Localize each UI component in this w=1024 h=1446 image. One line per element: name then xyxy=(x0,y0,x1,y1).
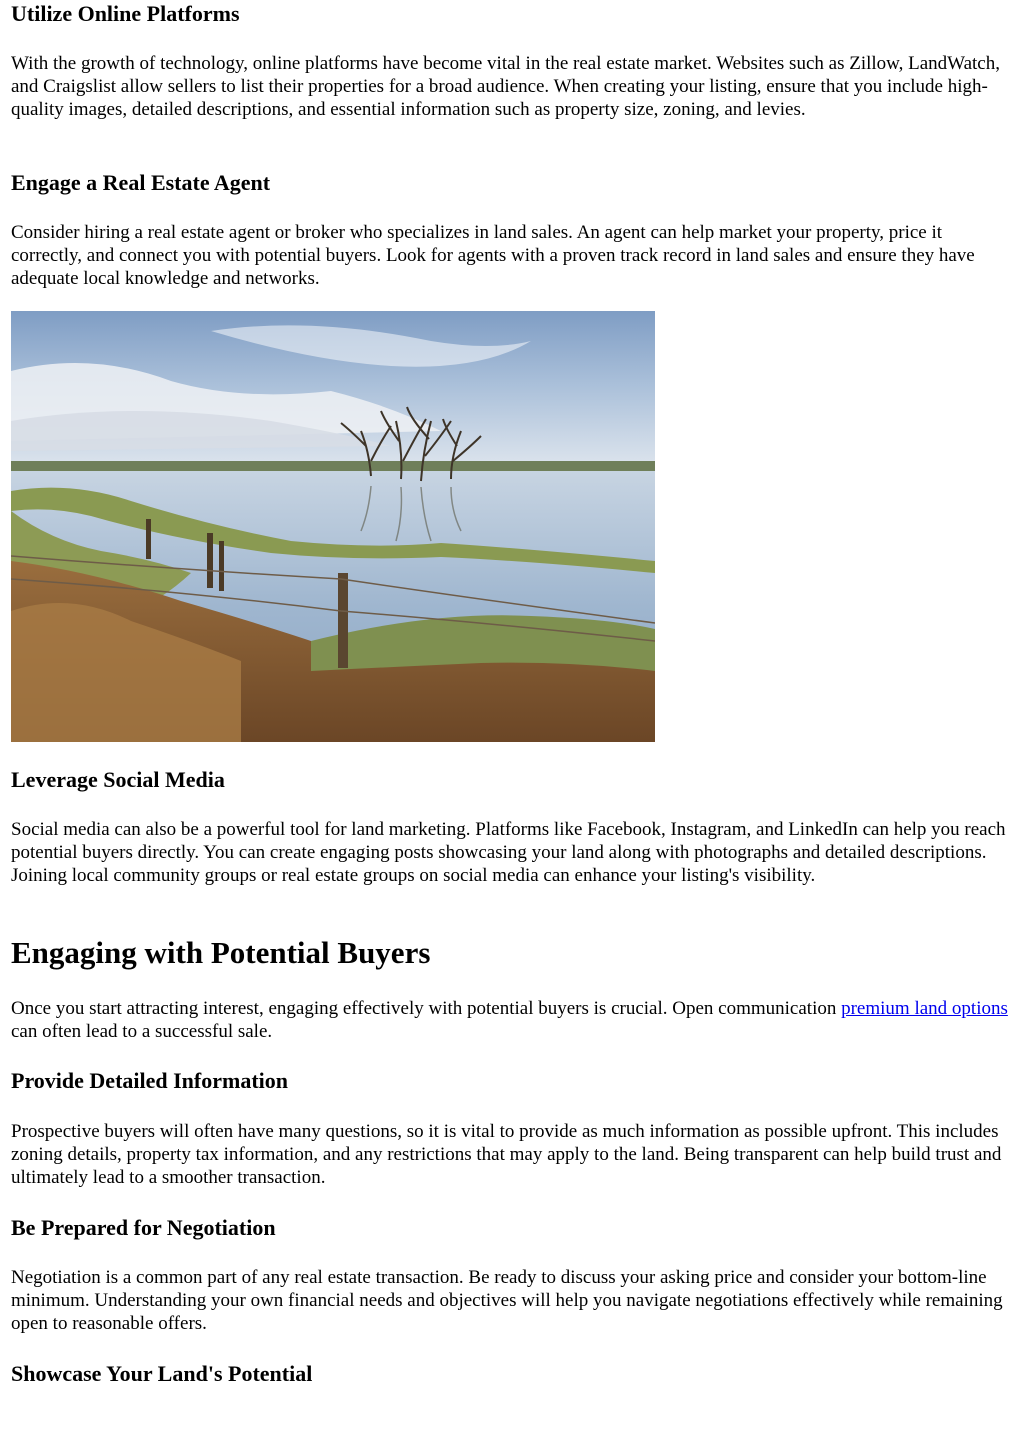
premium-land-options-link[interactable]: premium land options xyxy=(841,998,1008,1019)
paragraph-engaging-buyers xyxy=(11,997,1013,1043)
heading-showcase-potential: Showcase Your Land's Potential xyxy=(11,1361,313,1386)
engaging-text-before: Once you start attracting interest, engaging effectively with potential buyers is crucial. Open communication xyxy=(11,998,842,1019)
heading-negotiation: Be Prepared for Negotiation xyxy=(11,1215,276,1240)
heading-engaging-buyers: Engaging with Potential Buyers xyxy=(11,935,431,970)
heading-leverage-social-media: Leverage Social Media xyxy=(11,767,225,792)
engaging-text-after: can often lead to a successful sale. xyxy=(11,1021,273,1043)
heading-engage-agent: Engage a Real Estate Agent xyxy=(11,170,271,195)
heading-provide-detailed-information: Provide Detailed Information xyxy=(11,1068,289,1093)
heading-utilize-online-platforms: Utilize Online Platforms xyxy=(11,1,240,26)
paragraph-negotiation: Negotiation is a common part of any real estate transaction. Be ready to discuss your asking price and consider your bottom-line minimum. Understanding your own financial needs and objectives will help you navigate negotiations effectively while remaining open to reasonable offers. xyxy=(11,1267,1003,1335)
paragraph-social-media: Social media can also be a powerful tool for land marketing. Platforms like Facebook, Instagram, and LinkedIn can help you reach potential buyers directly. You can create engaging posts showcasing your land along with photographs and detailed descriptions. Joining local community groups or real estate groups on social media can enhance your listing's visibility. xyxy=(11,819,1006,887)
flooded-field-photo xyxy=(11,311,655,742)
paragraph-engage-agent: Consider hiring a real estate agent or broker who specializes in land sales. An agent can help market your property, price it correctly, and connect you with potential buyers. Look for agents with a proven track record in land sales and ensure they have adequate local knowledge and networks. xyxy=(11,222,975,290)
paragraph-online-platforms: With the growth of technology, online platforms have become vital in the real estate market. Websites such as Zillow, LandWatch, and Craigslist allow sellers to list their properties for a broad audience. When creating your listing, ensure that you include high-quality images, detailed descriptions, and essential information such as property size, zoning, and levies. xyxy=(11,53,1000,121)
paragraph-detailed-information: Prospective buyers will often have many questions, so it is vital to provide as much information as possible upfront. This includes zoning details, property tax information, and any restrictions that may apply to the land. Being transparent can help build trust and ultimately lead to a smoother transaction. xyxy=(11,1121,1002,1189)
